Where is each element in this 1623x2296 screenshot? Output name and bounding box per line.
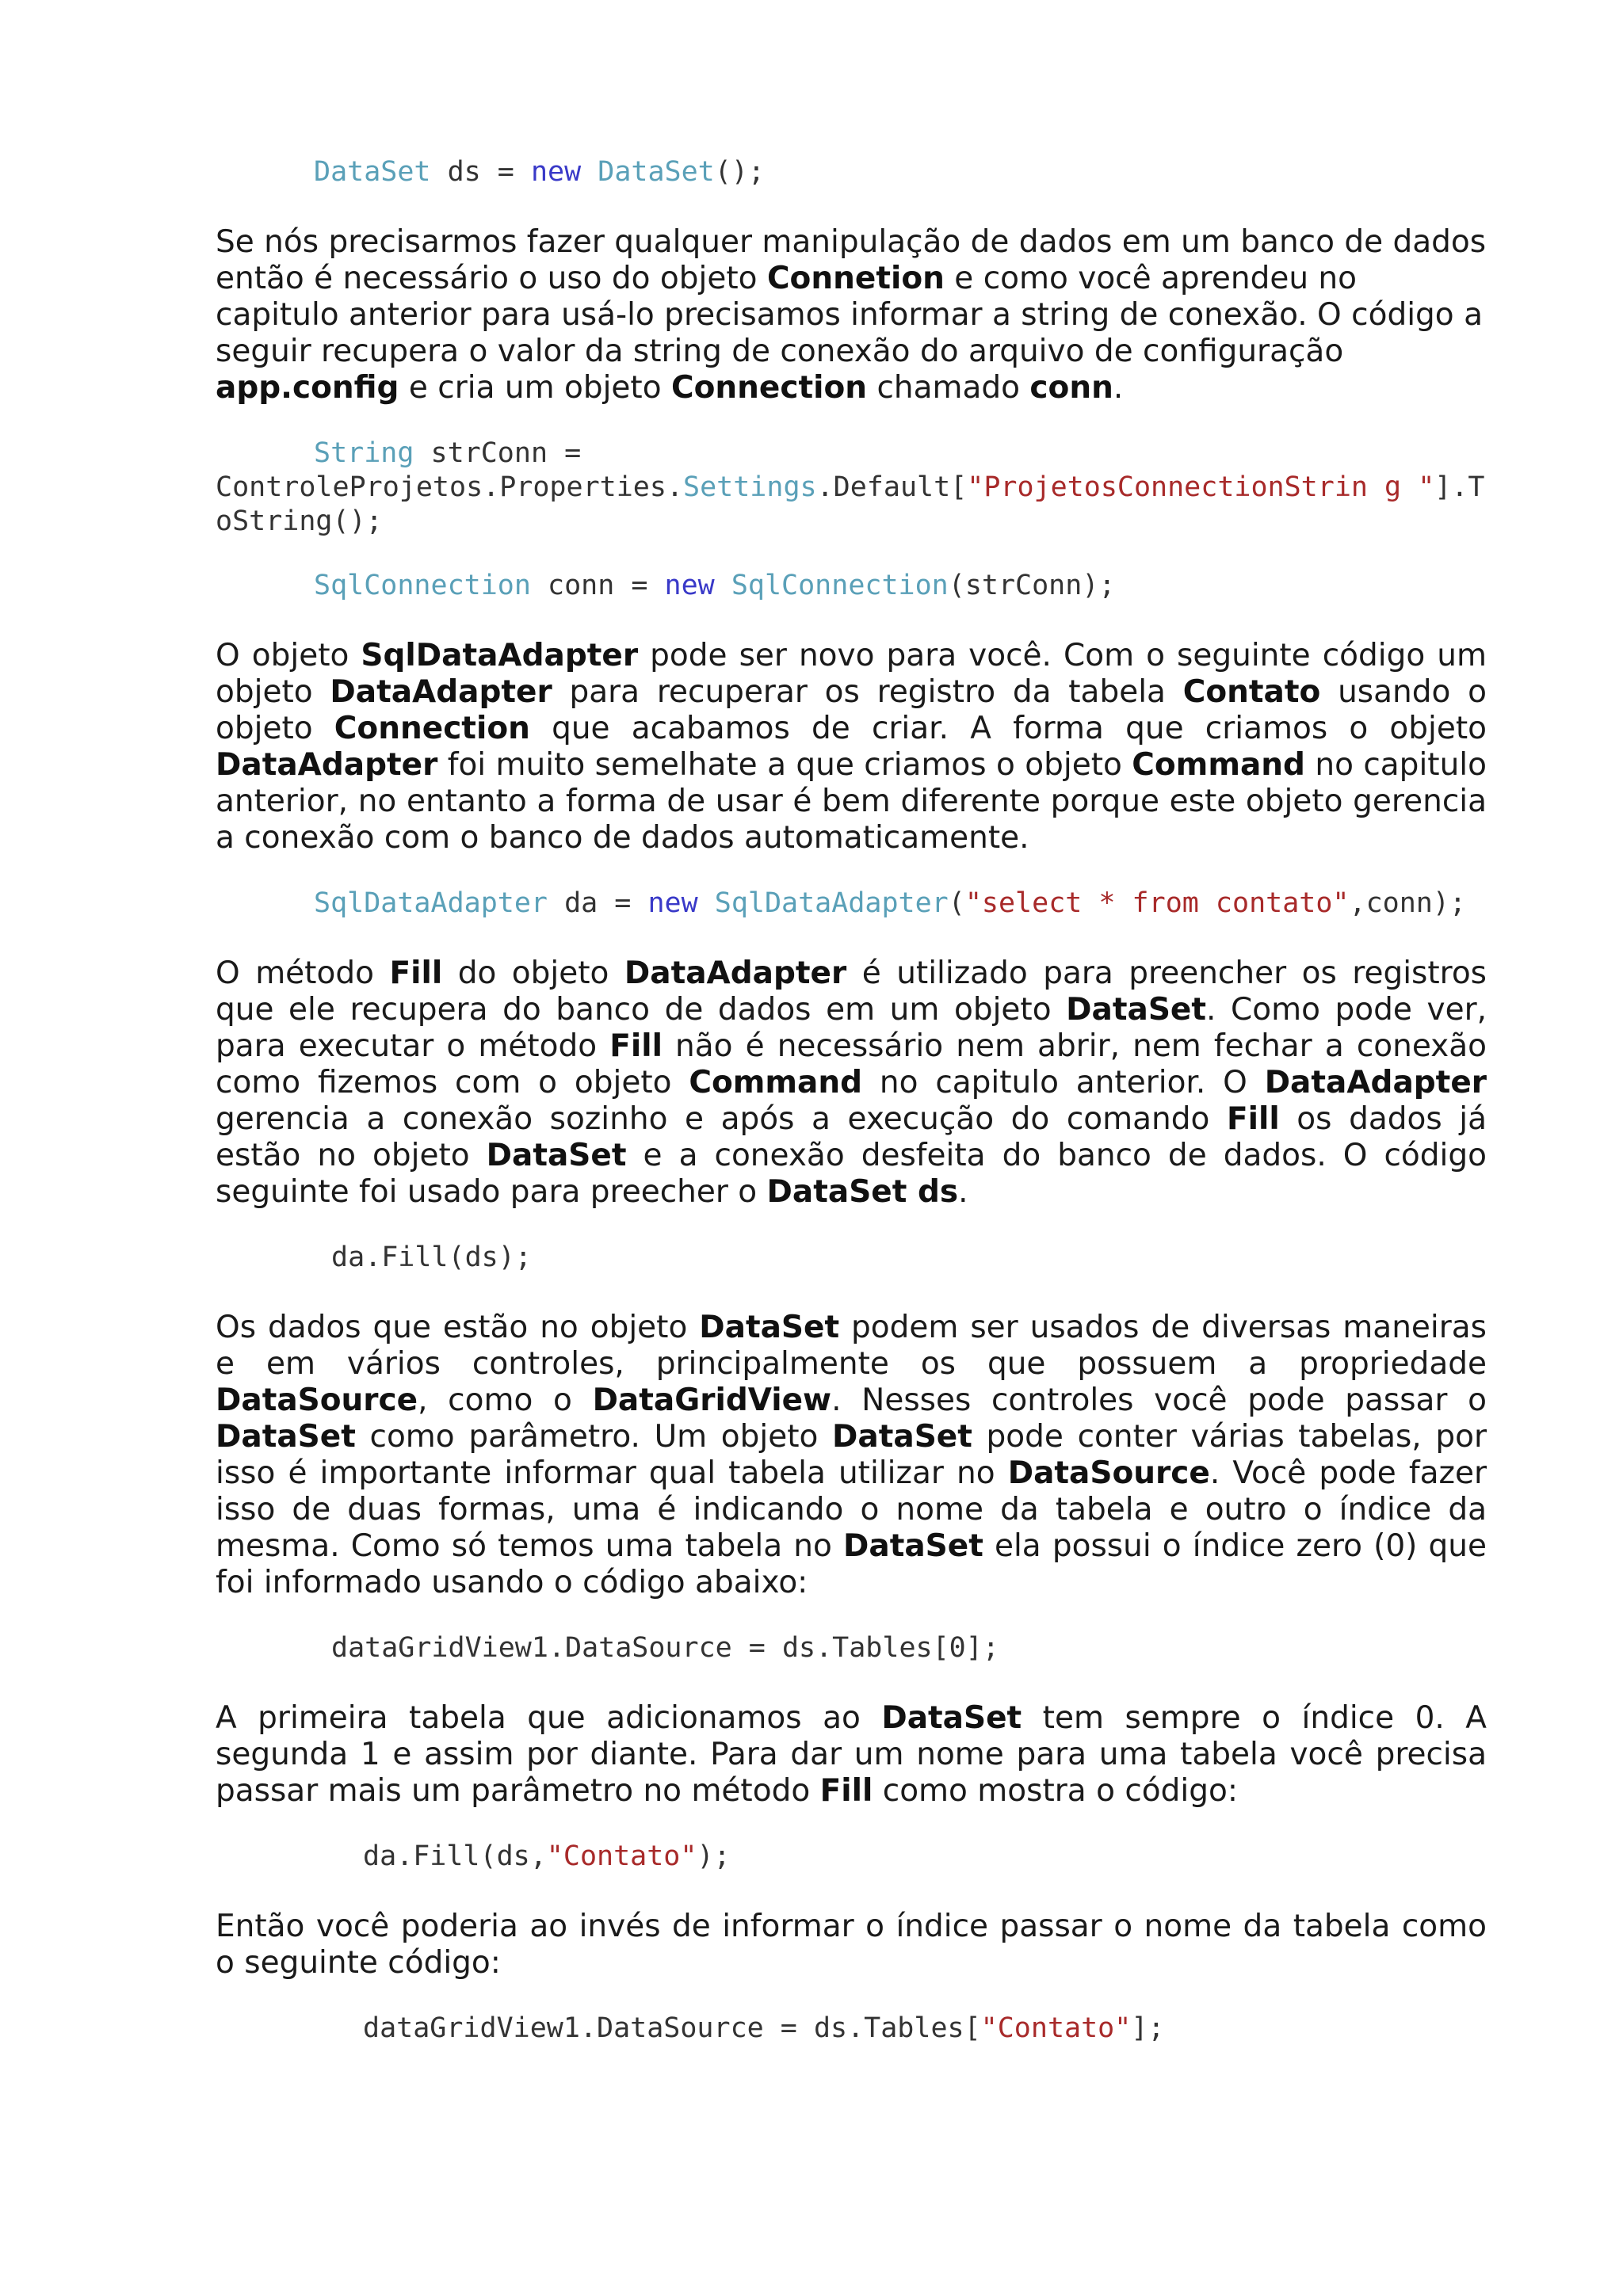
text-run: ela possui o índice zero (0) que foi informado usando o código abaixo: bbox=[216, 1528, 1487, 1600]
code-string: "ProjetosConnectionStrin g " bbox=[967, 471, 1435, 503]
code-token: ]; bbox=[1131, 2012, 1165, 2044]
code-string: "Contato" bbox=[546, 1840, 697, 1872]
text-run: gerencia a conexão sozinho e após a execução do comando bbox=[216, 1101, 1227, 1137]
code-token: da = bbox=[548, 887, 648, 919]
code-string: "Contato" bbox=[980, 2012, 1132, 2044]
paragraph-datasource bbox=[216, 1310, 1487, 1601]
bold-term: DataSet bbox=[216, 1419, 356, 1455]
code-connection-string bbox=[216, 437, 1487, 539]
code-fill-named bbox=[216, 1840, 1487, 1874]
text-run: tem sempre o índice 0. A segunda 1 e assim por diante. Para dar um nome para uma tabela você precisa passar mais um parâmetro no método bbox=[216, 1700, 1487, 1809]
code-token: ); bbox=[697, 1840, 731, 1872]
text-run: e como você aprendeu no capitulo anterior para usá-lo precisamos informar a string de conexão. O código a seguir recupera o valor da string de conexão do arquivo de configuração bbox=[216, 261, 1483, 369]
paragraph-table-name bbox=[216, 1700, 1487, 1810]
code-token: DataSet bbox=[314, 156, 431, 188]
text-run: . Você pode fazer isso de duas formas, uma é indicando o nome da tabela e outro o índice da mesma. Como só temos uma tabela no bbox=[216, 1455, 1487, 1564]
bold-term: DataSource bbox=[216, 1383, 418, 1418]
code-token: String bbox=[314, 437, 414, 469]
text-run: não é necessário nem abrir, nem fechar a conexão como fizemos com o objeto bbox=[216, 1028, 1487, 1100]
text-run: . bbox=[1113, 370, 1124, 406]
code-token bbox=[698, 887, 715, 919]
bold-term: Contato bbox=[1182, 674, 1321, 710]
bold-term: DataGridView bbox=[592, 1383, 832, 1418]
code-token: ].ToString(); bbox=[216, 471, 1485, 537]
bold-term: Fill bbox=[819, 1773, 873, 1809]
code-token bbox=[715, 570, 731, 601]
text-run: que acabamos de criar. A forma que criamos o objeto bbox=[529, 711, 1487, 746]
code-token: da.Fill(ds); bbox=[331, 1241, 532, 1273]
bold-term: Fill bbox=[389, 955, 443, 991]
text-run: O método bbox=[216, 955, 390, 991]
bold-term: Connection bbox=[670, 370, 868, 406]
code-token: DataSet bbox=[598, 156, 715, 188]
text-run: e cria um objeto bbox=[399, 370, 671, 406]
bold-term: DataSource bbox=[1007, 1455, 1210, 1491]
bold-term: Fill bbox=[1226, 1101, 1280, 1137]
bold-term: DataSet bbox=[881, 1700, 1022, 1736]
text-run: para recuperar os registro da tabela bbox=[552, 674, 1183, 710]
bold-term: DataSet bbox=[843, 1528, 983, 1564]
code-sqldataadapter bbox=[216, 887, 1487, 921]
code-datasource-index bbox=[216, 1631, 1487, 1665]
code-fill-call bbox=[216, 1241, 1487, 1275]
text-run: no capitulo anterior. O bbox=[862, 1065, 1265, 1100]
text-run: podem ser usados de diversas maneiras e em vários controles, principalmente os que possuem a propriedade bbox=[216, 1310, 1487, 1382]
code-string: "select * from contato" bbox=[964, 887, 1350, 919]
paragraph-fill-method bbox=[216, 955, 1487, 1211]
code-dataset-declaration bbox=[216, 155, 1487, 189]
code-token: conn = bbox=[530, 570, 665, 601]
code-keyword: new bbox=[664, 570, 715, 601]
text-run: é utilizado para preencher os registros que ele recupera do banco de dados em um objeto bbox=[216, 955, 1487, 1028]
bold-term: DataSet bbox=[486, 1138, 627, 1173]
text-run: e a conexão desfeita do banco de dados. O código seguinte foi usado para preecher o bbox=[216, 1138, 1487, 1210]
bold-term: DataSet ds bbox=[766, 1174, 959, 1210]
code-token: .Default[ bbox=[816, 471, 968, 503]
text-run: do objeto bbox=[442, 955, 624, 991]
text-run: O objeto bbox=[216, 638, 361, 673]
document-body bbox=[216, 155, 1487, 2046]
text-run: . bbox=[958, 1174, 968, 1210]
text-run: chamado bbox=[867, 370, 1030, 406]
code-token: (); bbox=[714, 156, 765, 188]
code-sqlconnection bbox=[216, 569, 1487, 603]
text-run: como parâmetro. Um objeto bbox=[355, 1419, 833, 1455]
bold-term: Command bbox=[1132, 747, 1305, 783]
bold-term: SqlDataAdapter bbox=[361, 638, 639, 673]
bold-term: DataSet bbox=[1066, 992, 1207, 1028]
text-run: pode ser novo para você. Com o seguinte código um objeto bbox=[216, 638, 1487, 710]
code-token: SqlDataAdapter bbox=[314, 887, 548, 919]
bold-term: Fill bbox=[609, 1028, 663, 1064]
paragraph-sqldataadapter bbox=[216, 638, 1487, 856]
text-run: os dados já estão no objeto bbox=[216, 1101, 1487, 1173]
text-run: usando o objeto bbox=[216, 674, 1487, 746]
text-run: como mostra o código: bbox=[873, 1773, 1239, 1809]
bold-term: conn bbox=[1029, 370, 1113, 406]
bold-term: Connetion bbox=[766, 261, 945, 296]
code-token: SqlDataAdapter bbox=[714, 887, 949, 919]
code-token: ( bbox=[948, 887, 965, 919]
code-token: ,conn); bbox=[1349, 887, 1467, 919]
code-token: SqlConnection bbox=[731, 570, 949, 601]
bold-term: app.config bbox=[216, 370, 399, 406]
code-token: ControleProjetos.Properties. bbox=[216, 471, 684, 503]
text-run: Então você poderia ao invés de informar o índice passar o nome da tabela como o seguinte código: bbox=[216, 1909, 1487, 1981]
bold-term: DataAdapter bbox=[1264, 1065, 1487, 1100]
code-keyword: new bbox=[530, 156, 582, 188]
bold-term: DataAdapter bbox=[330, 674, 552, 710]
code-token: SqlConnection bbox=[314, 570, 531, 601]
text-run: foi muito semelhate a que criamos o objeto bbox=[437, 747, 1132, 783]
paragraph-connection-intro bbox=[216, 224, 1487, 406]
text-run: Os dados que estão no objeto bbox=[216, 1310, 700, 1345]
text-run: A primeira tabela que adicionamos ao bbox=[216, 1700, 882, 1736]
code-token: strConn = bbox=[414, 437, 582, 469]
code-token: ds = bbox=[430, 156, 531, 188]
text-run: Se nós precisarmos fazer qualquer manipulação de dados em um banco de dados então é necessário o uso do objeto bbox=[216, 224, 1487, 296]
code-token bbox=[581, 156, 598, 188]
code-token: (strConn); bbox=[948, 570, 1116, 601]
paragraph-table-by-name bbox=[216, 1909, 1487, 1981]
text-run: , como o bbox=[418, 1383, 593, 1418]
code-datasource-named bbox=[216, 2012, 1487, 2046]
bold-term: DataAdapter bbox=[216, 747, 438, 783]
code-token: Settings bbox=[683, 471, 817, 503]
code-keyword: new bbox=[647, 887, 698, 919]
bold-term: Connection bbox=[334, 711, 530, 746]
bold-term: DataSet bbox=[699, 1310, 840, 1345]
text-run: . Como pode ver, para executar o método bbox=[216, 992, 1487, 1064]
text-run: pode conter várias tabelas, por isso é importante informar qual tabela utilizar no bbox=[216, 1419, 1487, 1491]
text-run: . Nesses controles você pode passar o bbox=[831, 1383, 1487, 1418]
code-token: da.Fill(ds, bbox=[363, 1840, 547, 1872]
bold-term: Command bbox=[689, 1065, 863, 1100]
code-token: dataGridView1.DataSource = ds.Tables[0]; bbox=[331, 1632, 999, 1664]
bold-term: DataSet bbox=[832, 1419, 972, 1455]
bold-term: DataAdapter bbox=[624, 955, 847, 991]
text-run: no capitulo anterior, no entanto a forma de usar é bem diferente porque este objeto gerencia a conexão com o banco de dados automaticamente. bbox=[216, 747, 1487, 856]
code-token: dataGridView1.DataSource = ds.Tables[ bbox=[363, 2012, 981, 2044]
